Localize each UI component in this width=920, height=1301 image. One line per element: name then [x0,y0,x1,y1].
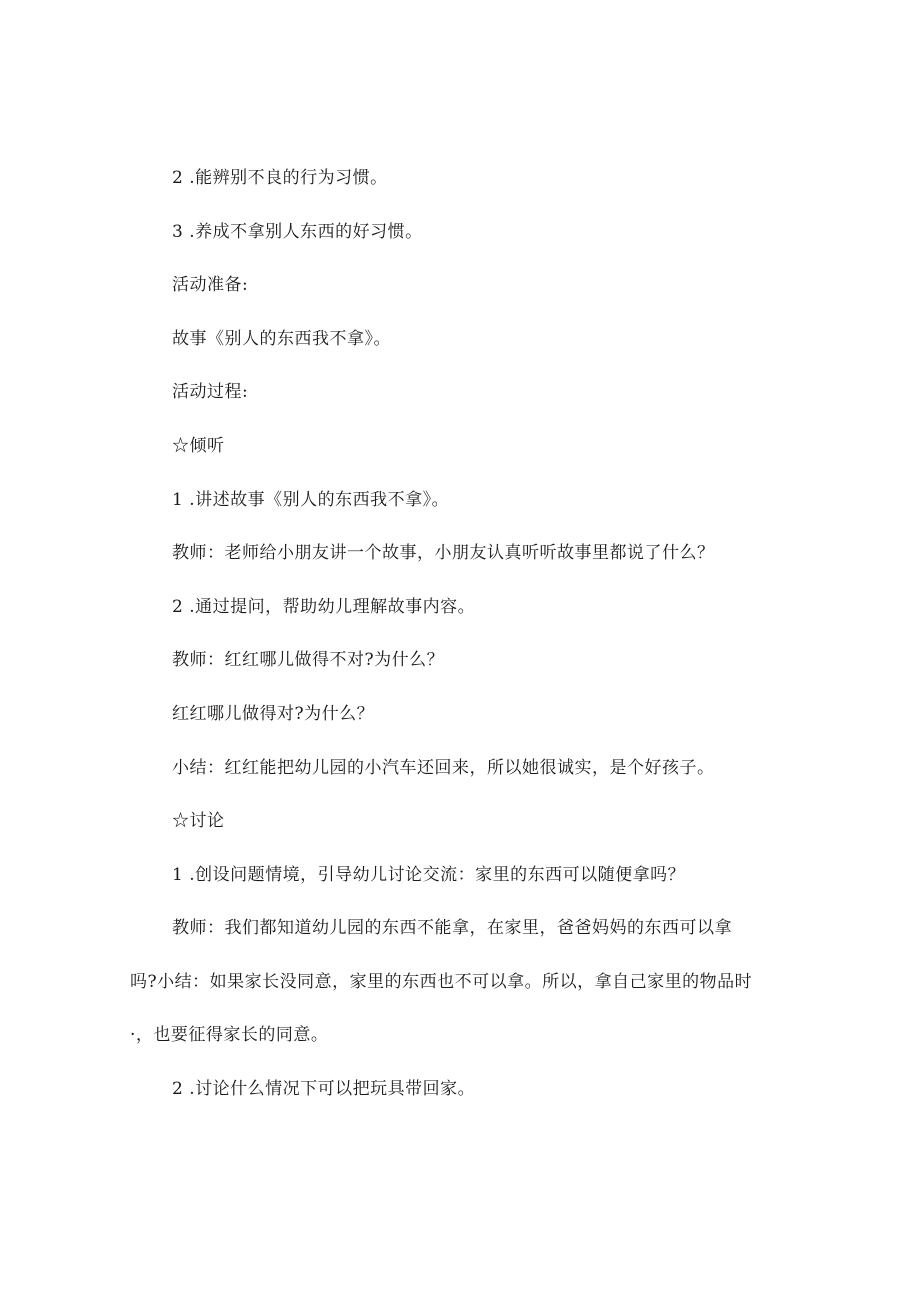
teacher-line-3-end: ·，也要征得家长的同意。 [130,1025,329,1045]
discussion-step-1: 1 .创设问题情境，引导幼儿讨论交流：家里的东西可以随便拿吗？ [172,865,686,885]
discussion-step-2: 2 .讨论什么情况下可以把玩具带回家。 [172,1079,476,1099]
subheading-listening: ☆倾听 [172,436,225,456]
process-step-2: 2 .通过提问，帮助幼儿理解故事内容。 [172,597,476,617]
goal-item-2: 2 .能辨别不良的行为习惯。 [172,168,388,188]
teacher-line-1: 教师：老师给小朋友讲一个故事，小朋友认真听听故事里都说了什么？ [172,543,715,563]
teacher-line-3-continued: 吗?小结：如果家长没同意，家里的东西也不可以拿。所以，拿自己家里的物品时 [130,972,753,992]
section-heading-preparation: 活动准备: [172,275,249,295]
question-line: 红红哪儿做得对?为什么？ [172,704,375,724]
preparation-text: 故事《别人的东西我不拿》。 [172,329,391,349]
goal-item-3: 3 .养成不拿别人东西的好习惯。 [172,222,423,242]
subheading-discussion: ☆讨论 [172,811,225,831]
teacher-line-2: 教师：红红哪儿做得不对?为什么？ [172,650,445,670]
section-heading-process: 活动过程: [172,382,249,402]
process-step-1: 1 .讲述故事《别人的东西我不拿》。 [172,490,450,510]
teacher-line-3: 教师：我们都知道幼儿园的东西不能拿，在家里，爸爸妈妈的东西可以拿 [172,918,732,938]
summary-line-1: 小结：红红能把幼儿园的小汽车还回来，所以她很诚实，是个好孩子。 [172,758,715,778]
